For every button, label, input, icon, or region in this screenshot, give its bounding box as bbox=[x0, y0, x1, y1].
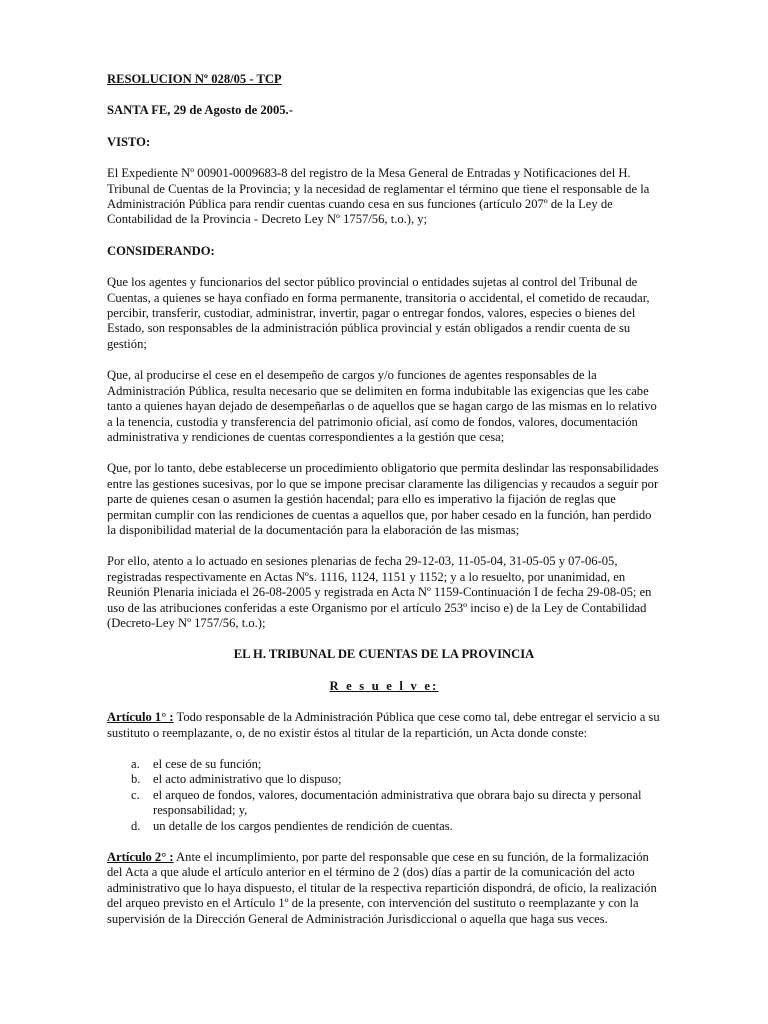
list-item-text: el arqueo de fondos, valores, documentación administrativa que obrara bajo su directa y personal responsabilidad; y, bbox=[153, 787, 642, 818]
list-item bbox=[131, 757, 661, 772]
considerando-paragraph-4: Por ello, atento a lo actuado en sesiones plenarias de fecha 29-12-03, 11-05-04, 31-05-05 y 07-06-05, registradas respectivamente en Actas Nºs. 1116, 1124, 1151 y 1152; y a lo resuelto, por unanimidad, en Reunión Plenaria iniciada el 26-08-2005 y registrada en Acta Nº 1159-Continuación I de fecha 29-08-05; en uso de las atribuciones conferidas a este Organismo por el artículo 253º inciso e) de la Ley de Contabilidad (Decreto-Ley Nº 1757/56, t.o.); bbox=[107, 554, 652, 630]
document-page bbox=[107, 72, 661, 927]
articulo-1 bbox=[107, 710, 661, 741]
list-item-text: el cese de su función; bbox=[153, 757, 262, 771]
list-marker: a. bbox=[131, 757, 140, 771]
list-item-text: el acto administrativo que lo dispuso; bbox=[153, 772, 342, 787]
articulo-2 bbox=[107, 850, 661, 927]
considerando-paragraph-1: Que los agentes y funcionarios del sector público provincial o entidades sujetas al control del Tribunal de Cuentas, a quienes se haya confiado en forma permanente, transitoria o accidental, el cometido de recaudar, percibir, transferir, custodiar, administrar, invertir, pagar o entregar fondos, valores, especies o bienes del Estado, son responsables de la administración pública provincial y están obligados a rendir cuenta de su gestión; bbox=[107, 275, 650, 351]
list-item bbox=[131, 772, 661, 787]
list-item-text: un detalle de los cargos pendientes de rendición de cuentas. bbox=[153, 818, 453, 833]
considerando-paragraph-3: Que, por lo tanto, debe establecerse un procedimiento obligatorio que permita deslindar las responsabilidades entre las gestiones sucesivas, por lo que se impone precisar claramente las diligencias y recaudos a seguir por parte de quienes cesan o asumen la gestión hacendal; para ello es imperativo la fijación de reglas que permitan cumplir con las rendiciones de cuentas a aquellos que, por haber cesado en la función, han perdido la disponibilidad material de la documentación para la elaboración de las mismas; bbox=[107, 461, 659, 537]
list-marker: c. bbox=[131, 787, 140, 802]
articulo-1-text: Todo responsable de la Administración Pública que cese como tal, debe entregar el servicio a su sustituto o reemplazante, o, de no existir éstos al titular de la repartición, un Acta donde conste: bbox=[107, 710, 660, 740]
articulo-2-text: Ante el incumplimiento, por parte del responsable que cese en su función, de la formalización del Acta a que alude el artículo anterior en el término de 2 (dos) días a partir de la comunicación del acto administrativo que lo haya dispuesto, el titular de la respectiva repartición dispondrá, de oficio, la realización del arqueo previsto en el Artículo 1º de la presente, con intervención del sustituto o reemplazante y con la supervisión de la Dirección General de Administración Jurisdiccional o aquella que haga sus veces. bbox=[107, 850, 657, 926]
articulo-2-label: Artículo 2° : bbox=[107, 850, 174, 865]
visto-text: El Expediente Nº 00901-0009683-8 del registro de la Mesa General de Entradas y Notificaciones del H. Tribunal de Cuentas de la Provincia; y la necesidad de reglamentar el término que tiene el responsable de la Administración Pública para rendir cuentas cuando cesa en sus funciones (artículo 207º de la Ley de Contabilidad de la Provincia - Decreto Ley Nº 1757/56, t.o.), y; bbox=[107, 166, 650, 227]
articulo-1-label: Artículo 1° : bbox=[107, 710, 174, 725]
tribunal-heading: EL H. TRIBUNAL DE CUENTAS DE LA PROVINCIA bbox=[233, 647, 535, 662]
list-marker: d. bbox=[131, 818, 141, 833]
resolution-number: RESOLUCION Nº 028/05 - TCP bbox=[107, 72, 282, 86]
list-marker: b. bbox=[131, 772, 141, 787]
list-item bbox=[131, 819, 661, 834]
articulo-1-list bbox=[107, 757, 661, 834]
list-item bbox=[131, 788, 661, 819]
visto-heading: VISTO: bbox=[107, 134, 151, 149]
considerando-paragraph-2: Que, al producirse el cese en el desempeño de cargos y/o funciones de agentes responsables de la Administración Pública, resulta necesario que se delimiten en forma indubitable las exigencias que les cabe tanto a quienes hayan dejado de desempeñarlas o de aquellos que se hagan cargo de las mismas en lo relativo a la tenencia, custodia y transferencia del patrimonio oficial, así como de fondos, valores, documentación administrativa y rendiciones de cuentas correspondientes a la gestión que cesa; bbox=[107, 368, 657, 444]
considerando-heading: CONSIDERANDO: bbox=[107, 243, 215, 258]
resuelve-heading: R e s u e l v e: bbox=[329, 678, 439, 693]
place-date: SANTA FE, 29 de Agosto de 2005.- bbox=[107, 103, 293, 118]
